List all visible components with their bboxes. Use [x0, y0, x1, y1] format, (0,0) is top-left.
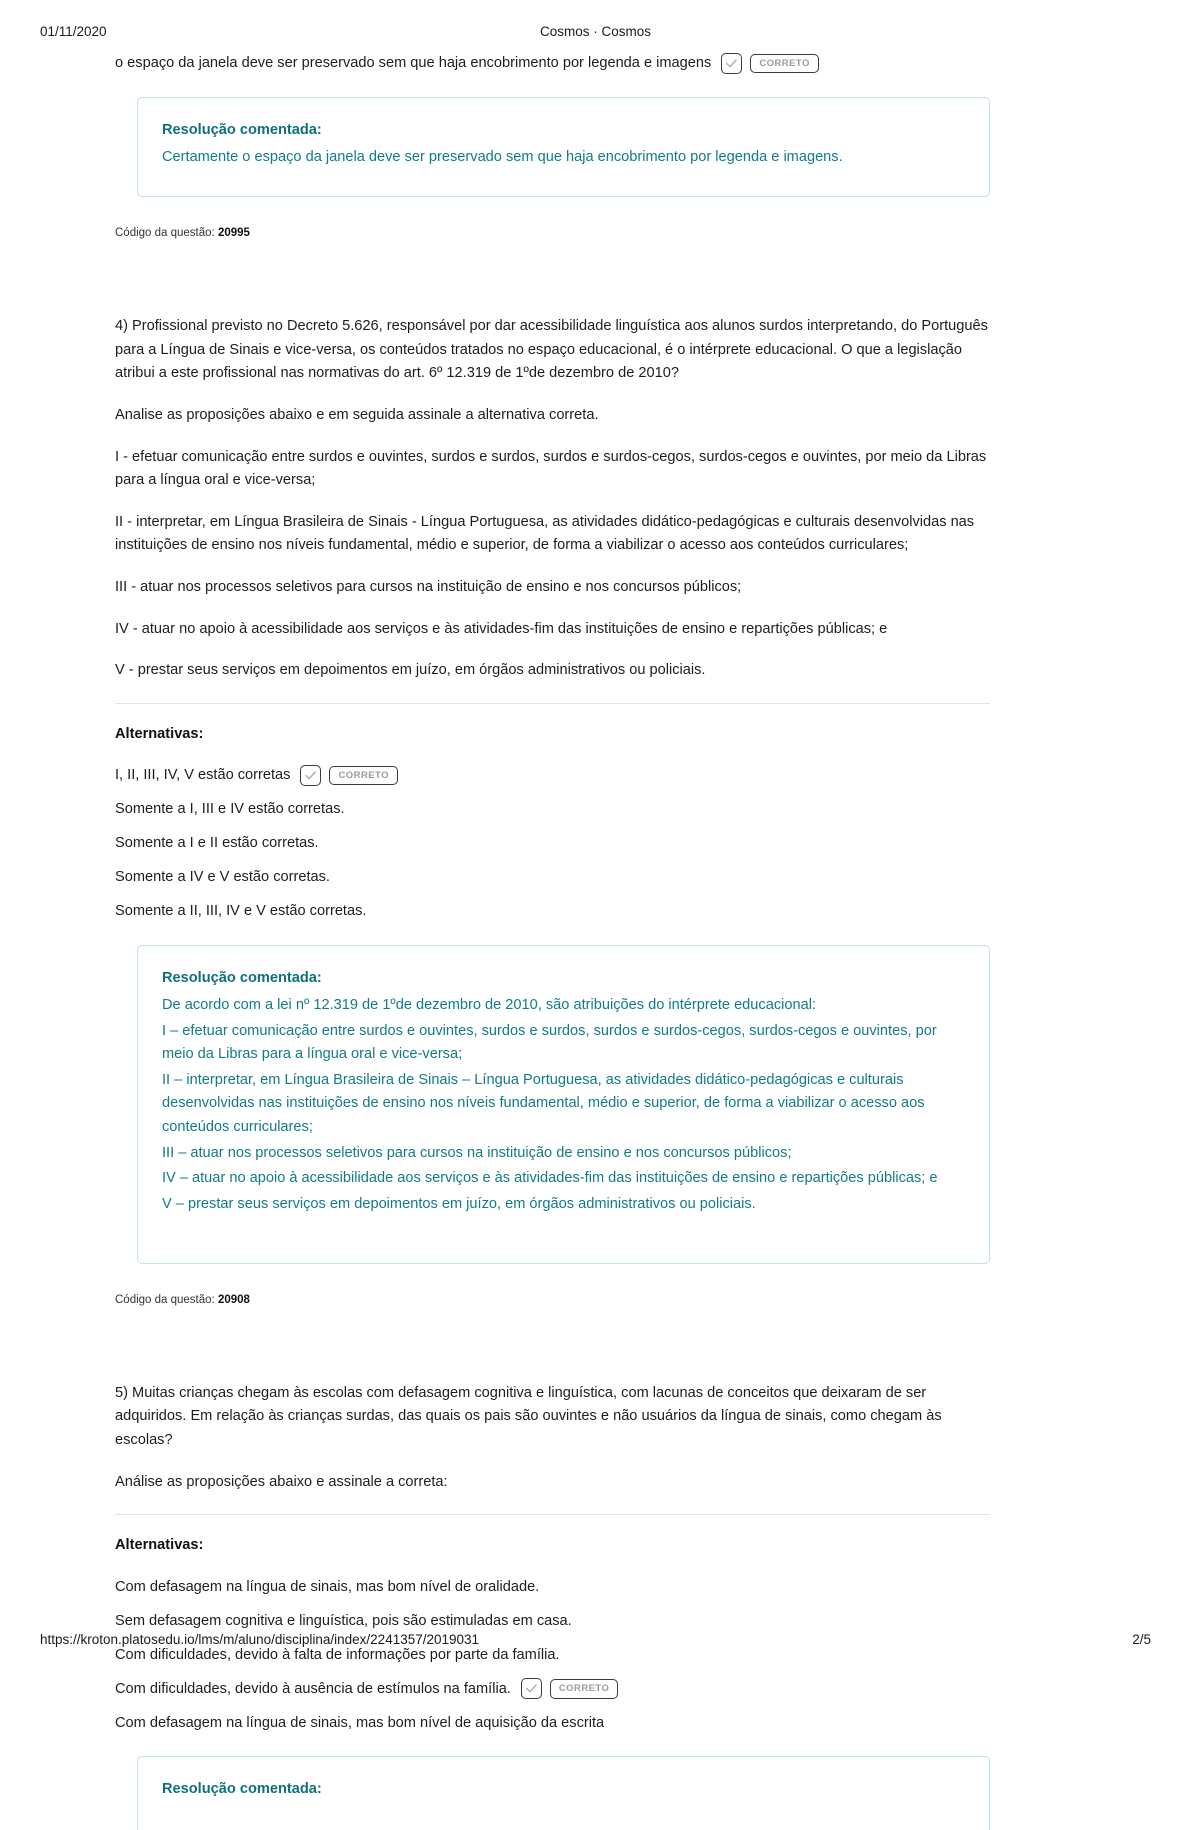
resolution-line: III – atuar nos processos seletivos para cursos na instituição de ensino e nos concursos públicos;: [162, 1144, 792, 1161]
alternative-option[interactable]: [115, 866, 990, 889]
resolution-line: V – prestar seus serviços em depoimentos em juízo, em órgãos administrativos ou policiais.: [162, 1196, 756, 1213]
alternative-option[interactable]: [115, 900, 990, 923]
alternative-label: Com defasagem na língua de sinais, mas bom nível de aquisição da escrita: [115, 1714, 605, 1731]
question-5-instruction: Análise as proposições abaixo e assinale a correta:: [115, 1473, 448, 1490]
resolution-box-q3: [137, 97, 990, 197]
resolution-line: De acordo com a lei nº 12.319 de 1ºde dezembro de 2010, são atribuições do intérprete educacional:: [162, 996, 817, 1013]
resolution-line: I – efetuar comunicação entre surdos e ouvintes, surdos e surdos, surdos e surdos-cegos, surdos-cegos e ouvintes, por meio da Libras para a língua oral e vice-versa;: [162, 1022, 937, 1063]
alternatives-heading-q5: Alternativas:: [115, 1537, 204, 1554]
resolution-line: II – interpretar, em Língua Brasileira de Sinais – Língua Portuguesa, as atividades didático-pedagógicas e culturais desenvolvidas nas instituições de ensino nos níveis fundamental, médio e superior, de forma a viabilizar o acesso aos conteúdos curriculares;: [162, 1071, 925, 1136]
question-3-answer-text: o espaço da janela deve ser preservado sem que haja encobrimento por legenda e imagens: [115, 55, 712, 71]
alternative-label: Sem defasagem cognitiva e linguística, pois são estimuladas em casa.: [115, 1612, 572, 1629]
document-title: Cosmos · Cosmos: [539, 24, 652, 39]
question-code-q3: [115, 225, 990, 241]
divider: [115, 1514, 990, 1515]
check-icon[interactable]: [721, 53, 742, 74]
question-4-proposition-5: V - prestar seus serviços em depoimentos em juízo, em órgãos administrativos ou policiais.: [115, 662, 706, 679]
section-spacer: [115, 1308, 990, 1382]
question-code-value: 20908: [217, 1293, 250, 1306]
resolution-box-q4: [137, 945, 990, 1264]
alternative-option[interactable]: [115, 1711, 990, 1734]
question-4-proposition-3: III - atuar nos processos seletivos para cursos na instituição de ensino e nos concursos públicos;: [115, 579, 742, 596]
correct-marker: [300, 765, 397, 786]
print-header: [0, 24, 1191, 44]
page-content: [115, 52, 990, 1830]
question-code-label: Código da questão:: [115, 226, 215, 239]
check-icon[interactable]: [521, 1678, 542, 1699]
question-code-label: Código da questão:: [115, 1293, 215, 1306]
footer-url[interactable]: https://kroton.platosedu.io/lms/m/aluno/disciplina/index/2241357/2019031: [40, 1632, 480, 1647]
alternative-option[interactable]: [115, 832, 990, 855]
alternative-label: Somente a IV e V estão corretas.: [115, 869, 330, 886]
print-footer: [0, 1632, 1191, 1652]
check-icon[interactable]: [300, 765, 321, 786]
alternative-option[interactable]: [115, 798, 990, 821]
correct-marker: [521, 1678, 618, 1699]
question-4-proposition-1: I - efetuar comunicação entre surdos e ouvintes, surdos e surdos, surdos e surdos-cegos, surdos-cegos e ouvintes, por meio da Libras para a língua oral e vice-versa;: [115, 448, 987, 489]
status-badge: CORRETO: [329, 766, 397, 786]
status-badge: CORRETO: [750, 54, 818, 74]
question-4-statement: 4) Profissional previsto no Decreto 5.626, responsável por dar acessibilidade linguística aos alunos surdos interpretando, do Português para a Língua de Sinais e vice-versa, os conteúdos tratados no espaço educacional, é o intérprete educacional. O que a legislação atribui a este profissional nas normativas do art. 6º 12.319 de 1ºde dezembro de 2010?: [115, 317, 988, 382]
resolution-line: Certamente o espaço da janela deve ser preservado sem que haja encobrimento por legenda e imagens.: [162, 149, 843, 166]
alternative-label: Somente a I e II estão corretas.: [115, 835, 319, 852]
resolution-title: Resolução comentada:: [162, 122, 322, 139]
alternative-option[interactable]: [115, 1677, 990, 1700]
question-5-statement: 5) Muitas crianças chegam às escolas com defasagem cognitiva e linguística, com lacunas de conceitos que deixaram de ser adquiridos. Em relação às crianças surdas, das quais os pais são ouvintes e não usuários da língua de sinais, como chegam às escolas?: [115, 1384, 942, 1449]
alternatives-heading-q4: Alternativas:: [115, 726, 204, 743]
alternative-label: Somente a II, III, IV e V estão corretas.: [115, 903, 367, 920]
question-4-proposition-4: IV - atuar no apoio à acessibilidade aos serviços e às atividades-fim das instituições de ensino e repartições públicas; e: [115, 620, 888, 637]
status-badge: CORRETO: [550, 1679, 618, 1699]
question-code-value: 20995: [217, 226, 250, 239]
print-date: 01/11/2020: [40, 24, 107, 39]
question-4-proposition-2: II - interpretar, em Língua Brasileira de Sinais - Língua Portuguesa, as atividades didático-pedagógicas e culturais desenvolvidas nas instituições de ensino nos níveis fundamental, médio e superior, de forma a viabilizar o acesso aos conteúdos curriculares;: [115, 513, 975, 554]
resolution-box-q5: [137, 1756, 990, 1830]
divider: [115, 703, 990, 704]
alternative-option[interactable]: [115, 764, 990, 787]
alternative-label: Com defasagem na língua de sinais, mas bom nível de oralidade.: [115, 1578, 540, 1595]
footer-page-number: 2/5: [1132, 1632, 1151, 1647]
resolution-line: IV – atuar no apoio à acessibilidade aos serviços e às atividades-fim das instituições de ensino e repartições públicas; e: [162, 1170, 938, 1187]
correct-marker: [721, 53, 818, 74]
alternative-label: Somente a I, III e IV estão corretas.: [115, 801, 345, 818]
question-3-answer-row: [115, 52, 990, 75]
alternative-label: Com dificuldades, devido à falta de informações por parte da família.: [115, 1646, 560, 1663]
resolution-title: Resolução comentada:: [162, 1781, 322, 1798]
alternative-option[interactable]: [115, 1609, 990, 1632]
alternative-option[interactable]: [115, 1575, 990, 1598]
alternative-label: I, II, III, IV, V estão corretas: [115, 767, 291, 784]
section-spacer: [115, 241, 990, 315]
question-4-instruction: Analise as proposições abaixo e em seguida assinale a alternativa correta.: [115, 406, 599, 423]
resolution-title: Resolução comentada:: [162, 970, 322, 987]
question-code-q4: [115, 1292, 990, 1308]
alternative-label: Com dificuldades, devido à ausência de estímulos na família.: [115, 1680, 511, 1697]
